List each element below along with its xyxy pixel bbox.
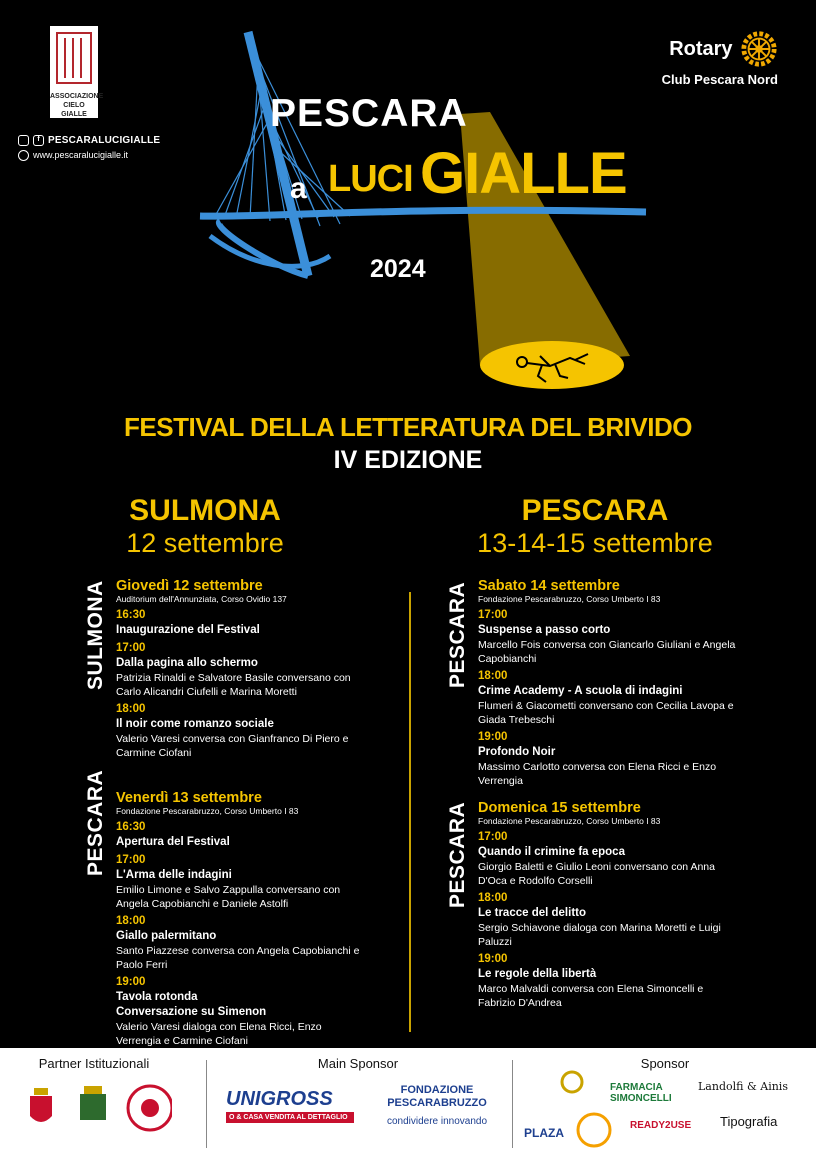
event-item [478,669,738,727]
day-block-sat [478,578,738,788]
rotary-wheel-icon [740,30,778,68]
event-desc: Patrizia Rinaldi e Salvatore Basile conversano con Carlo Alicandri Ciufelli e Marina Moretti [116,672,351,698]
sponsor-ready2use: READY2USE [630,1120,692,1131]
event-title: Dalla pagina allo schermo [116,657,258,669]
event-item [116,914,364,972]
fondazione-logo [374,1084,500,1127]
social-links [18,133,160,163]
sponsor-tipografia: Tipografia [720,1114,778,1129]
event-title: Quando il crimine fa epoca [478,846,625,858]
event-time: 19:00 [478,953,508,965]
day-heading: Venerdì 13 settembre [116,790,262,806]
event-time: 19:00 [478,731,508,743]
event-title: Inaugurazione del Festival [116,624,260,636]
coat-of-arms-icon [30,1096,52,1122]
event-time: 16:30 [116,821,146,833]
association-logo-mark [56,32,92,84]
event-desc: Giorgio Baletti e Giulio Leoni conversano con Anna D'Oca e Rodolfo Corselli [478,861,715,887]
event-item [116,702,364,760]
partner-logos [22,1082,172,1142]
sponsor-farmacia: FARMACIA SIMONCELLI [610,1082,672,1104]
event-item [478,891,738,949]
event-item [116,820,364,850]
event-desc: Marco Malvaldi conversa con Elena Simoncelli e Fabrizio D'Andrea [478,983,704,1009]
day-block-fri [116,790,364,1048]
event-desc: Marcello Fois conversa con Giancarlo Giuliani e Angela Capobianchi [478,639,736,665]
day-heading: Sabato 14 settembre [478,578,620,594]
event-time: 16:30 [116,609,146,621]
column-divider [409,592,411,1032]
event-time: 19:00 [116,976,146,988]
facebook-icon[interactable]: f [33,135,44,146]
rotary-club: Club Pescara Nord [661,72,778,87]
event-title: Le regole della libertà [478,968,597,980]
event-desc: Flumeri & Giacometti conversano con Cecilia Lavopa e Giada Trebeschi [478,700,734,726]
event-desc: Valerio Varesi conversa con Gianfranco Di Piero e Carmine Ciofani [116,733,349,759]
instagram-icon[interactable] [18,135,29,146]
city-crest-icon [80,1094,106,1120]
event-desc: Sergio Schiavone dialoga con Marina Moretti e Luigi Paluzzi [478,922,721,948]
event-desc: Santo Piazzese conversa con Angela Capobianchi e Paolo Ferri [116,945,360,971]
partners-section [0,1048,188,1157]
city-heading-sulmona [60,494,350,559]
partners-heading: Partner Istituzionali [38,1056,150,1071]
association-logo [50,26,104,118]
sponsor-tagline: condividere innovando [386,1116,488,1127]
event-title: Apertura del Festival [116,836,230,848]
rotary-logo [662,30,778,87]
side-label-pescara-sat: PESCARA [446,581,469,688]
sponsor-radio-icon [574,1110,614,1150]
event-title: Suspense a passo corto [478,624,611,636]
side-label-sulmona: SULMONA [84,580,107,690]
venue: Fondazione Pescarabruzzo, Corso Umberto I 83 [478,816,661,826]
title-luci: LUCI [328,158,413,200]
event-title: Il noir come romanzo sociale [116,718,274,730]
event-title: Tavola rotonda Conversazione su Simenon [116,991,267,1018]
city-name: PESCARA [521,494,669,527]
globe-icon [18,150,29,161]
city-name: SULMONA [129,494,281,527]
event-title: Giallo palermitano [116,930,217,942]
event-time: 18:00 [116,703,146,715]
event-time: 17:00 [478,609,508,621]
title-a: a [290,172,307,205]
event-title: Crime Academy - A scuola di indagini [478,685,683,697]
sponsor-section [514,1048,816,1157]
event-time: 17:00 [478,831,508,843]
social-handle[interactable]: PESCARALUCIGIALLE [48,135,161,146]
sponsor-name: UNIGROSS [226,1088,354,1110]
association-logo-text: ASSOCIAZIONE CIELO GIALLE [50,93,104,118]
event-time: 17:00 [116,642,146,654]
sponsor-plaza: PLAZA [524,1126,564,1140]
city-dates: 13-14-15 settembre [477,528,713,558]
day-heading: Giovedì 12 settembre [116,578,263,594]
website-link[interactable]: www.pescaralucigialle.it [33,150,129,160]
edition-title: IV EDIZIONE [333,446,483,474]
event-title: Profondo Noir [478,746,556,758]
side-label-pescara-fri: PESCARA [84,769,107,876]
city-heading-pescara [440,494,750,559]
day-block-sun [478,800,738,1010]
event-item [478,730,738,788]
event-time: 18:00 [478,670,508,682]
event-desc: Emilio Limone e Salvo Zappulla conversano con Angela Capobianchi e Daniele Astolfi [116,884,341,910]
event-title: Le tracce del delitto [478,907,587,919]
title-year: 2024 [370,255,426,283]
day-heading: Domenica 15 settembre [478,800,641,816]
event-item [478,830,738,888]
main-sponsor-heading: Main Sponsor [317,1056,399,1071]
bridge-spotlight-illustration [190,26,660,396]
unigross-logo [226,1088,354,1123]
venue: Fondazione Pescarabruzzo, Corso Umberto I 83 [116,806,299,816]
title-gialle: GIALLE [420,141,627,206]
event-item [116,641,364,699]
side-label-pescara-sun: PESCARA [446,801,469,908]
event-item [478,952,738,1010]
event-item [116,853,364,911]
event-title: L'Arma delle indagini [116,869,232,881]
event-time: 18:00 [478,892,508,904]
sponsor-name: FONDAZIONE PESCARABRUZZO [387,1084,487,1109]
sponsor-landolfi: Landolfi & Ainis [698,1080,788,1093]
sponsor-seal-icon [552,1070,592,1094]
venue: Fondazione Pescarabruzzo, Corso Umberto I 83 [478,594,661,604]
rotary-name: Rotary [669,37,733,60]
event-time: 17:00 [116,854,146,866]
venue: Auditorium dell'Annunziata, Corso Ovidio 137 [116,594,287,604]
event-item [116,975,364,1048]
title-pescara: PESCARA [270,92,468,135]
day-block-thu [116,578,364,760]
event-item [116,608,364,638]
festival-title: FESTIVAL DELLA LETTERATURA DEL BRIVIDO [124,412,692,442]
footer-separator [512,1060,513,1148]
event-desc: Valerio Varesi dialoga con Elena Ricci, Enzo Verrengia e Carmine Ciofani [116,1021,322,1047]
event-item [478,608,738,666]
sponsor-footer [0,1048,816,1157]
main-sponsor-section [206,1048,510,1157]
sponsor-tagline: O & CASA VENDITA AL DETTAGLIO [226,1112,354,1123]
city-dates: 12 settembre [126,528,284,558]
event-desc: Massimo Carlotto conversa con Elena Ricci e Enzo Verrengia [478,761,717,787]
event-time: 18:00 [116,915,146,927]
sponsor-heading: Sponsor [640,1056,690,1071]
